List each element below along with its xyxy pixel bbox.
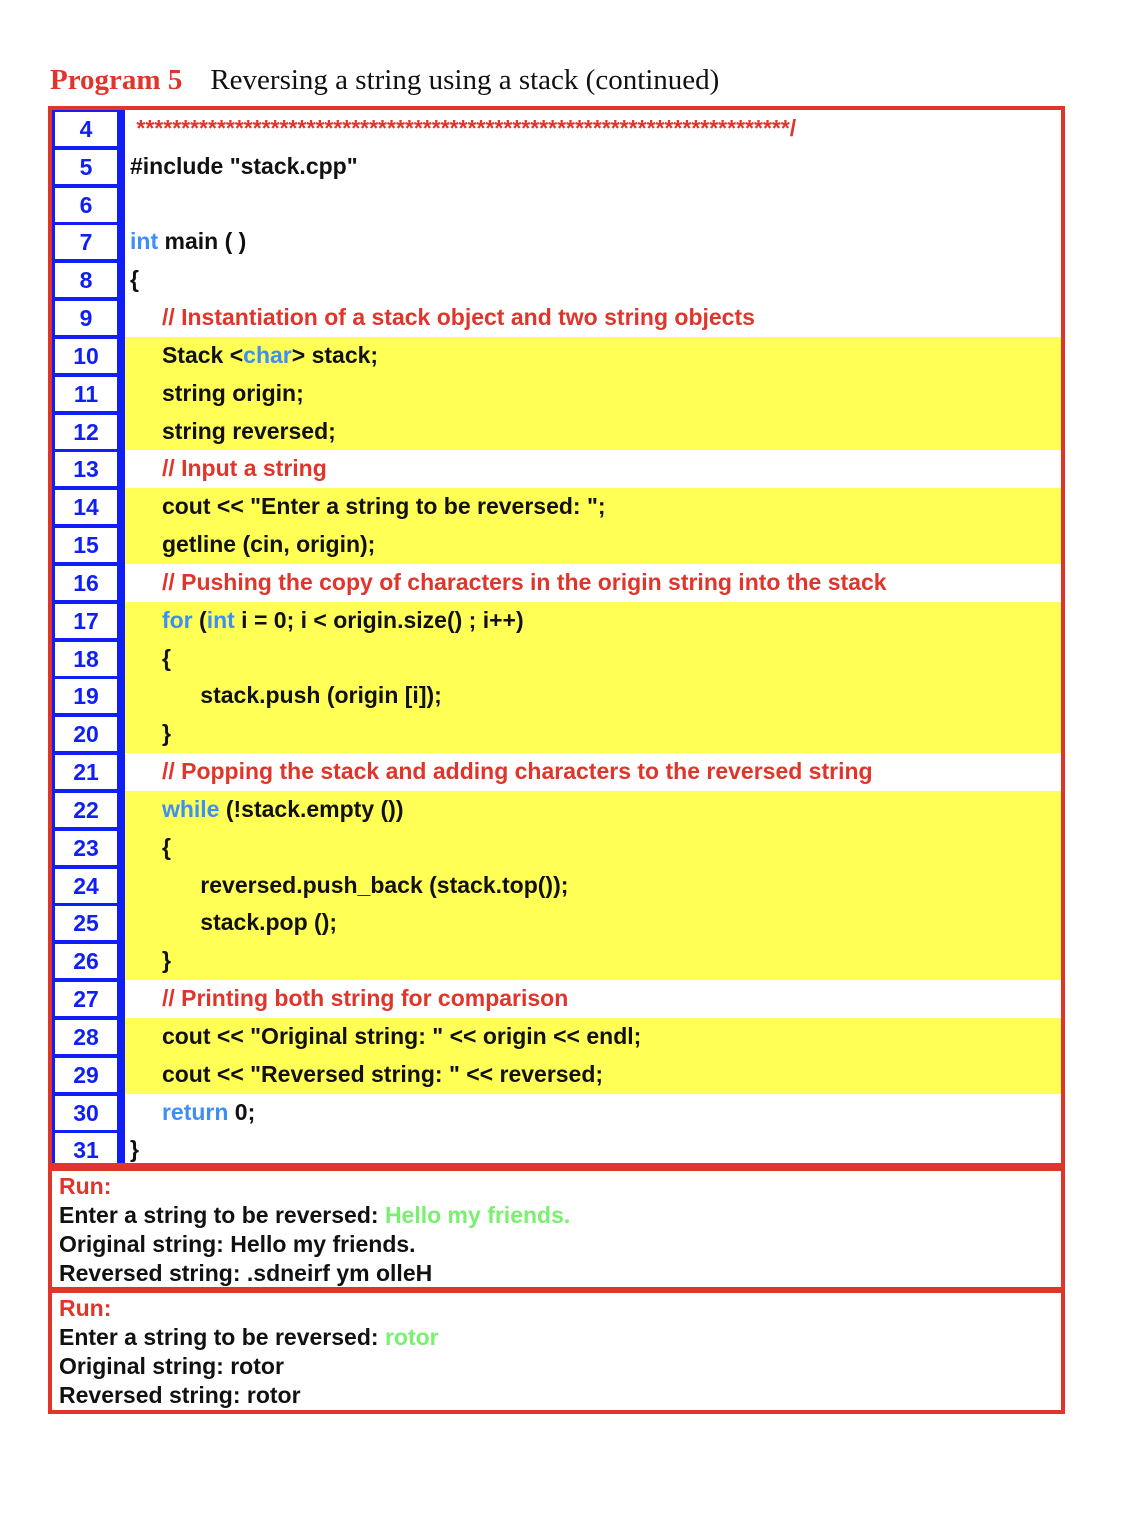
code-text <box>121 1094 1061 1132</box>
run-original-line: Original string: rotor <box>59 1353 284 1379</box>
code-token: cout << "Original string: " << origin << endl; <box>130 1022 642 1049</box>
code-keyword: int <box>206 606 235 633</box>
code-text <box>121 791 1061 829</box>
code-token: i = 0; i < origin.size() ; i++) <box>234 606 524 633</box>
line-number: 24 <box>55 869 117 903</box>
line-number: 25 <box>55 906 117 940</box>
code-text <box>121 488 1061 526</box>
line-number: 13 <box>55 452 117 486</box>
code-line <box>52 1131 1061 1167</box>
code-line <box>52 1018 1061 1056</box>
line-number: 27 <box>55 982 117 1016</box>
line-number: 29 <box>55 1058 117 1092</box>
code-text <box>121 753 1061 791</box>
code-token: stack.push (origin [i]); <box>130 682 442 709</box>
run-user-input: Hello my friends. <box>384 1202 571 1228</box>
code-token <box>130 1099 162 1125</box>
code-text <box>121 261 1061 299</box>
code-keyword: int <box>130 228 159 255</box>
code-line <box>52 867 1061 905</box>
run-prompt-line <box>59 1201 1061 1230</box>
code-token: string reversed; <box>130 417 336 444</box>
code-text <box>121 526 1061 564</box>
code-comment: // Printing both string for comparison <box>130 985 569 1012</box>
code-line <box>52 942 1061 980</box>
code-line <box>52 564 1061 602</box>
run-output-2 <box>48 1289 1065 1414</box>
code-token: reversed.push_back (stack.top()); <box>130 871 569 898</box>
code-line <box>52 829 1061 867</box>
code-line <box>52 223 1061 261</box>
line-number: 26 <box>55 944 117 978</box>
code-token: getline (cin, origin); <box>130 531 376 558</box>
line-number: 9 <box>55 301 117 335</box>
line-number: 8 <box>55 263 117 297</box>
code-token: stack.pop (); <box>130 909 338 936</box>
code-text <box>121 980 1061 1018</box>
code-token: ( <box>192 606 207 633</box>
code-keyword: char <box>243 341 292 368</box>
code-token: { <box>130 266 139 293</box>
run-prompt-line <box>59 1323 1061 1352</box>
code-text <box>121 640 1061 678</box>
code-text <box>121 1056 1061 1094</box>
line-number: 10 <box>55 339 117 373</box>
line-number: 15 <box>55 528 117 562</box>
line-number: 19 <box>55 679 117 713</box>
code-text <box>121 867 1061 905</box>
code-text <box>121 450 1061 488</box>
line-number: 14 <box>55 490 117 524</box>
program-caption: Reversing a string using a stack (continued) <box>210 64 720 96</box>
code-line <box>52 753 1061 791</box>
run-label: Run: <box>59 1295 112 1321</box>
code-token: cout << "Reversed string: " << reversed; <box>130 1060 604 1087</box>
code-comment: // Pushing the copy of characters in the origin string into the stack <box>130 568 887 595</box>
line-number: 31 <box>55 1133 117 1167</box>
code-text <box>121 299 1061 337</box>
code-text <box>121 829 1061 867</box>
code-line <box>52 526 1061 564</box>
code-text <box>121 1018 1061 1056</box>
code-line <box>52 261 1061 299</box>
code-line <box>52 640 1061 678</box>
code-line <box>52 1056 1061 1094</box>
code-keyword: return <box>161 1098 229 1125</box>
code-token: > stack; <box>291 341 379 368</box>
program-number: Program 5 <box>50 64 183 96</box>
program-title <box>50 58 719 102</box>
code-token: #include "stack.cpp" <box>130 152 358 179</box>
code-token: (!stack.empty ()) <box>219 795 404 822</box>
code-token: 0; <box>228 1098 256 1125</box>
line-number: 18 <box>55 642 117 676</box>
code-token: { <box>130 833 171 860</box>
code-text <box>121 413 1061 451</box>
line-number: 12 <box>55 415 117 449</box>
code-keyword: while <box>161 795 220 822</box>
code-token <box>130 796 162 822</box>
code-token: main ( ) <box>158 228 247 255</box>
line-number: 16 <box>55 566 117 600</box>
code-text <box>121 110 1061 148</box>
code-comment: // Popping the stack and adding characters to the reversed string <box>130 758 873 785</box>
code-line <box>52 677 1061 715</box>
code-line <box>52 602 1061 640</box>
code-text <box>121 677 1061 715</box>
line-number: 20 <box>55 717 117 751</box>
line-number: 5 <box>55 150 117 184</box>
code-line <box>52 904 1061 942</box>
line-number: 17 <box>55 604 117 638</box>
code-line <box>52 791 1061 829</box>
code-line <box>52 186 1061 224</box>
line-number: 11 <box>55 377 117 411</box>
code-text <box>121 148 1061 186</box>
run-prompt: Enter a string to be reversed: <box>59 1202 385 1228</box>
line-number: 30 <box>55 1096 117 1130</box>
code-text <box>121 375 1061 413</box>
code-token: } <box>130 1136 139 1163</box>
code-line <box>52 715 1061 753</box>
code-line <box>52 980 1061 1018</box>
code-token <box>130 607 162 633</box>
code-line <box>52 488 1061 526</box>
code-comment: // Input a string <box>130 455 327 482</box>
code-listing <box>48 106 1065 1167</box>
line-number: 23 <box>55 831 117 865</box>
code-token: { <box>130 644 171 671</box>
code-text <box>121 904 1061 942</box>
code-line <box>52 110 1061 148</box>
code-line <box>52 299 1061 337</box>
code-text <box>121 564 1061 602</box>
code-token: string origin; <box>130 379 304 406</box>
run-label: Run: <box>59 1173 112 1199</box>
run-output-1 <box>48 1167 1065 1291</box>
run-prompt: Enter a string to be reversed: <box>59 1324 385 1350</box>
comment-border: *************************************************************************/ <box>130 115 797 141</box>
run-user-input: rotor <box>384 1324 439 1350</box>
code-text <box>121 337 1061 375</box>
line-number: 4 <box>55 112 117 146</box>
code-token: Stack < <box>130 341 244 368</box>
line-number: 7 <box>55 225 117 259</box>
code-line <box>52 148 1061 186</box>
code-text <box>121 186 1061 224</box>
line-number: 22 <box>55 793 117 827</box>
code-comment: // Instantiation of a stack object and two string objects <box>130 304 755 331</box>
line-number: 28 <box>55 1020 117 1054</box>
code-keyword: for <box>161 606 193 633</box>
code-line <box>52 375 1061 413</box>
line-number: 6 <box>55 188 117 222</box>
code-text <box>121 602 1061 640</box>
code-line <box>52 413 1061 451</box>
line-number: 21 <box>55 755 117 789</box>
code-text <box>121 223 1061 261</box>
code-text <box>121 942 1061 980</box>
run-reversed-line: Reversed string: rotor <box>59 1382 301 1408</box>
code-text <box>121 1131 1061 1167</box>
code-line <box>52 450 1061 488</box>
code-token: cout << "Enter a string to be reversed: "; <box>130 493 606 520</box>
code-text <box>121 715 1061 753</box>
code-token: } <box>130 947 171 974</box>
code-line <box>52 337 1061 375</box>
run-original-line: Original string: Hello my friends. <box>59 1231 416 1257</box>
code-line <box>52 1094 1061 1132</box>
code-token: } <box>130 720 171 747</box>
run-reversed-line: Reversed string: .sdneirf ym olleH <box>59 1260 433 1286</box>
